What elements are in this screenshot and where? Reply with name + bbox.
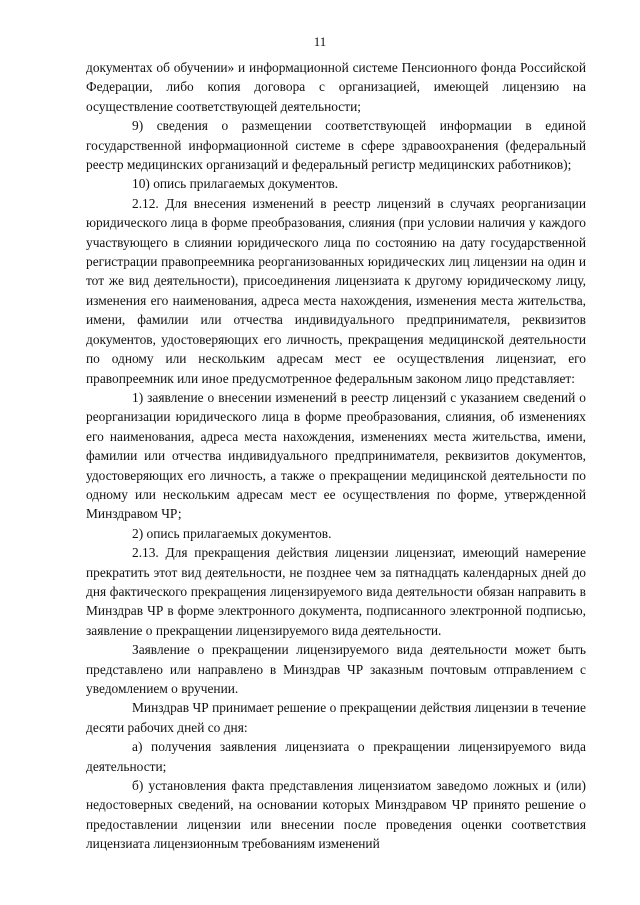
paragraph-application-delivery: Заявление о прекращении лицензируемого вида деятельности может быть представлено или направлено в Минздрав ЧР заказным почтовым отправлением с уведомлением о вручении. xyxy=(86,642,586,696)
list-item-a: а) получения заявления лицензиата о прекращении лицензируемого вида деятельности; xyxy=(86,739,586,774)
list-item-10: 10) опись прилагаемых документов. xyxy=(132,176,339,192)
page-number: 11 xyxy=(313,34,327,49)
list-item-b: б) установления факта представления лицензиатом заведомо ложных и (или) недостоверных сведений, на основании которых Минздравом ЧР принято решение о предоставлении лицензии или внесении после проведения оценки соответствия лицензиата лицензионным требованиям изменений xyxy=(86,778,586,852)
clause-2-13: 2.13. Для прекращения действия лицензии лицензиат, имеющий намерение прекратить этот вид деятельности, не позднее чем за пятнадцать календарных дней до дня фактического прекращения лицензируемого вида деятельности обязан направить в Минздрав ЧР в форме электронного документа, подписанного электронной подписью, заявление о прекращении лицензируемого вида деятельности. xyxy=(86,545,586,638)
paragraph-decision-timing: Минздрав ЧР принимает решение о прекращении действия лицензии в течение десяти рабочих дней со дня: xyxy=(86,700,586,735)
list-item-1: 1) заявление о внесении изменений в реестр лицензий с указанием сведений о реорганизации юридического лица в форме преобразования, слияния, об изменениях его наименования, адреса места нахождения, изменениях места жительства, имени, фамилии или отчества индивидуального предпринимателя, реквизитов документов, удостоверяющих его личность, а также о прекращении медицинской деятельности по одному или нескольким адресам мест ее осуществления по форме, утвержденной Минздравом ЧР; xyxy=(86,389,586,522)
paragraph-continuation: документах об обучении» и информационной системе Пенсионного фонда Российской Федерации, либо копия договора с организацией, имеющей лицензию на осуществление соответствующей деятельности; xyxy=(86,60,586,114)
list-item-9: 9) сведения о размещении соответствующей информации в единой государственной информационной системе в сфере здравоохранения (федеральный реестр медицинских организаций и федеральный регистр медицинских работников); xyxy=(86,118,586,173)
clause-2-12: 2.12. Для внесения изменений в реестр лицензий в случаях реорганизации юридического лица в форме преобразования, слияния (при условии наличия у каждого участвующего в слиянии юридического лица по состоянию на дату государственной регистрации правопреемника реорганизованных юридических лиц лицензии на один и тот же вид деятельности), присоединения лицензиата к другому юридическому лицу, изменения его наименования, адреса места нахождения, изменения места жительства, имени, фамилии или отчества индивидуального предпринимателя, реквизитов документов, удостоверяющих его личность, прекращения медицинской деятельности по одному или нескольким адресам мест ее осуществления лицензиат, его правопреемник или иное предусмотренное федеральным законом лицо представляет: xyxy=(86,195,586,386)
list-item-2: 2) опись прилагаемых документов. xyxy=(132,525,332,541)
document-body xyxy=(86,58,586,854)
